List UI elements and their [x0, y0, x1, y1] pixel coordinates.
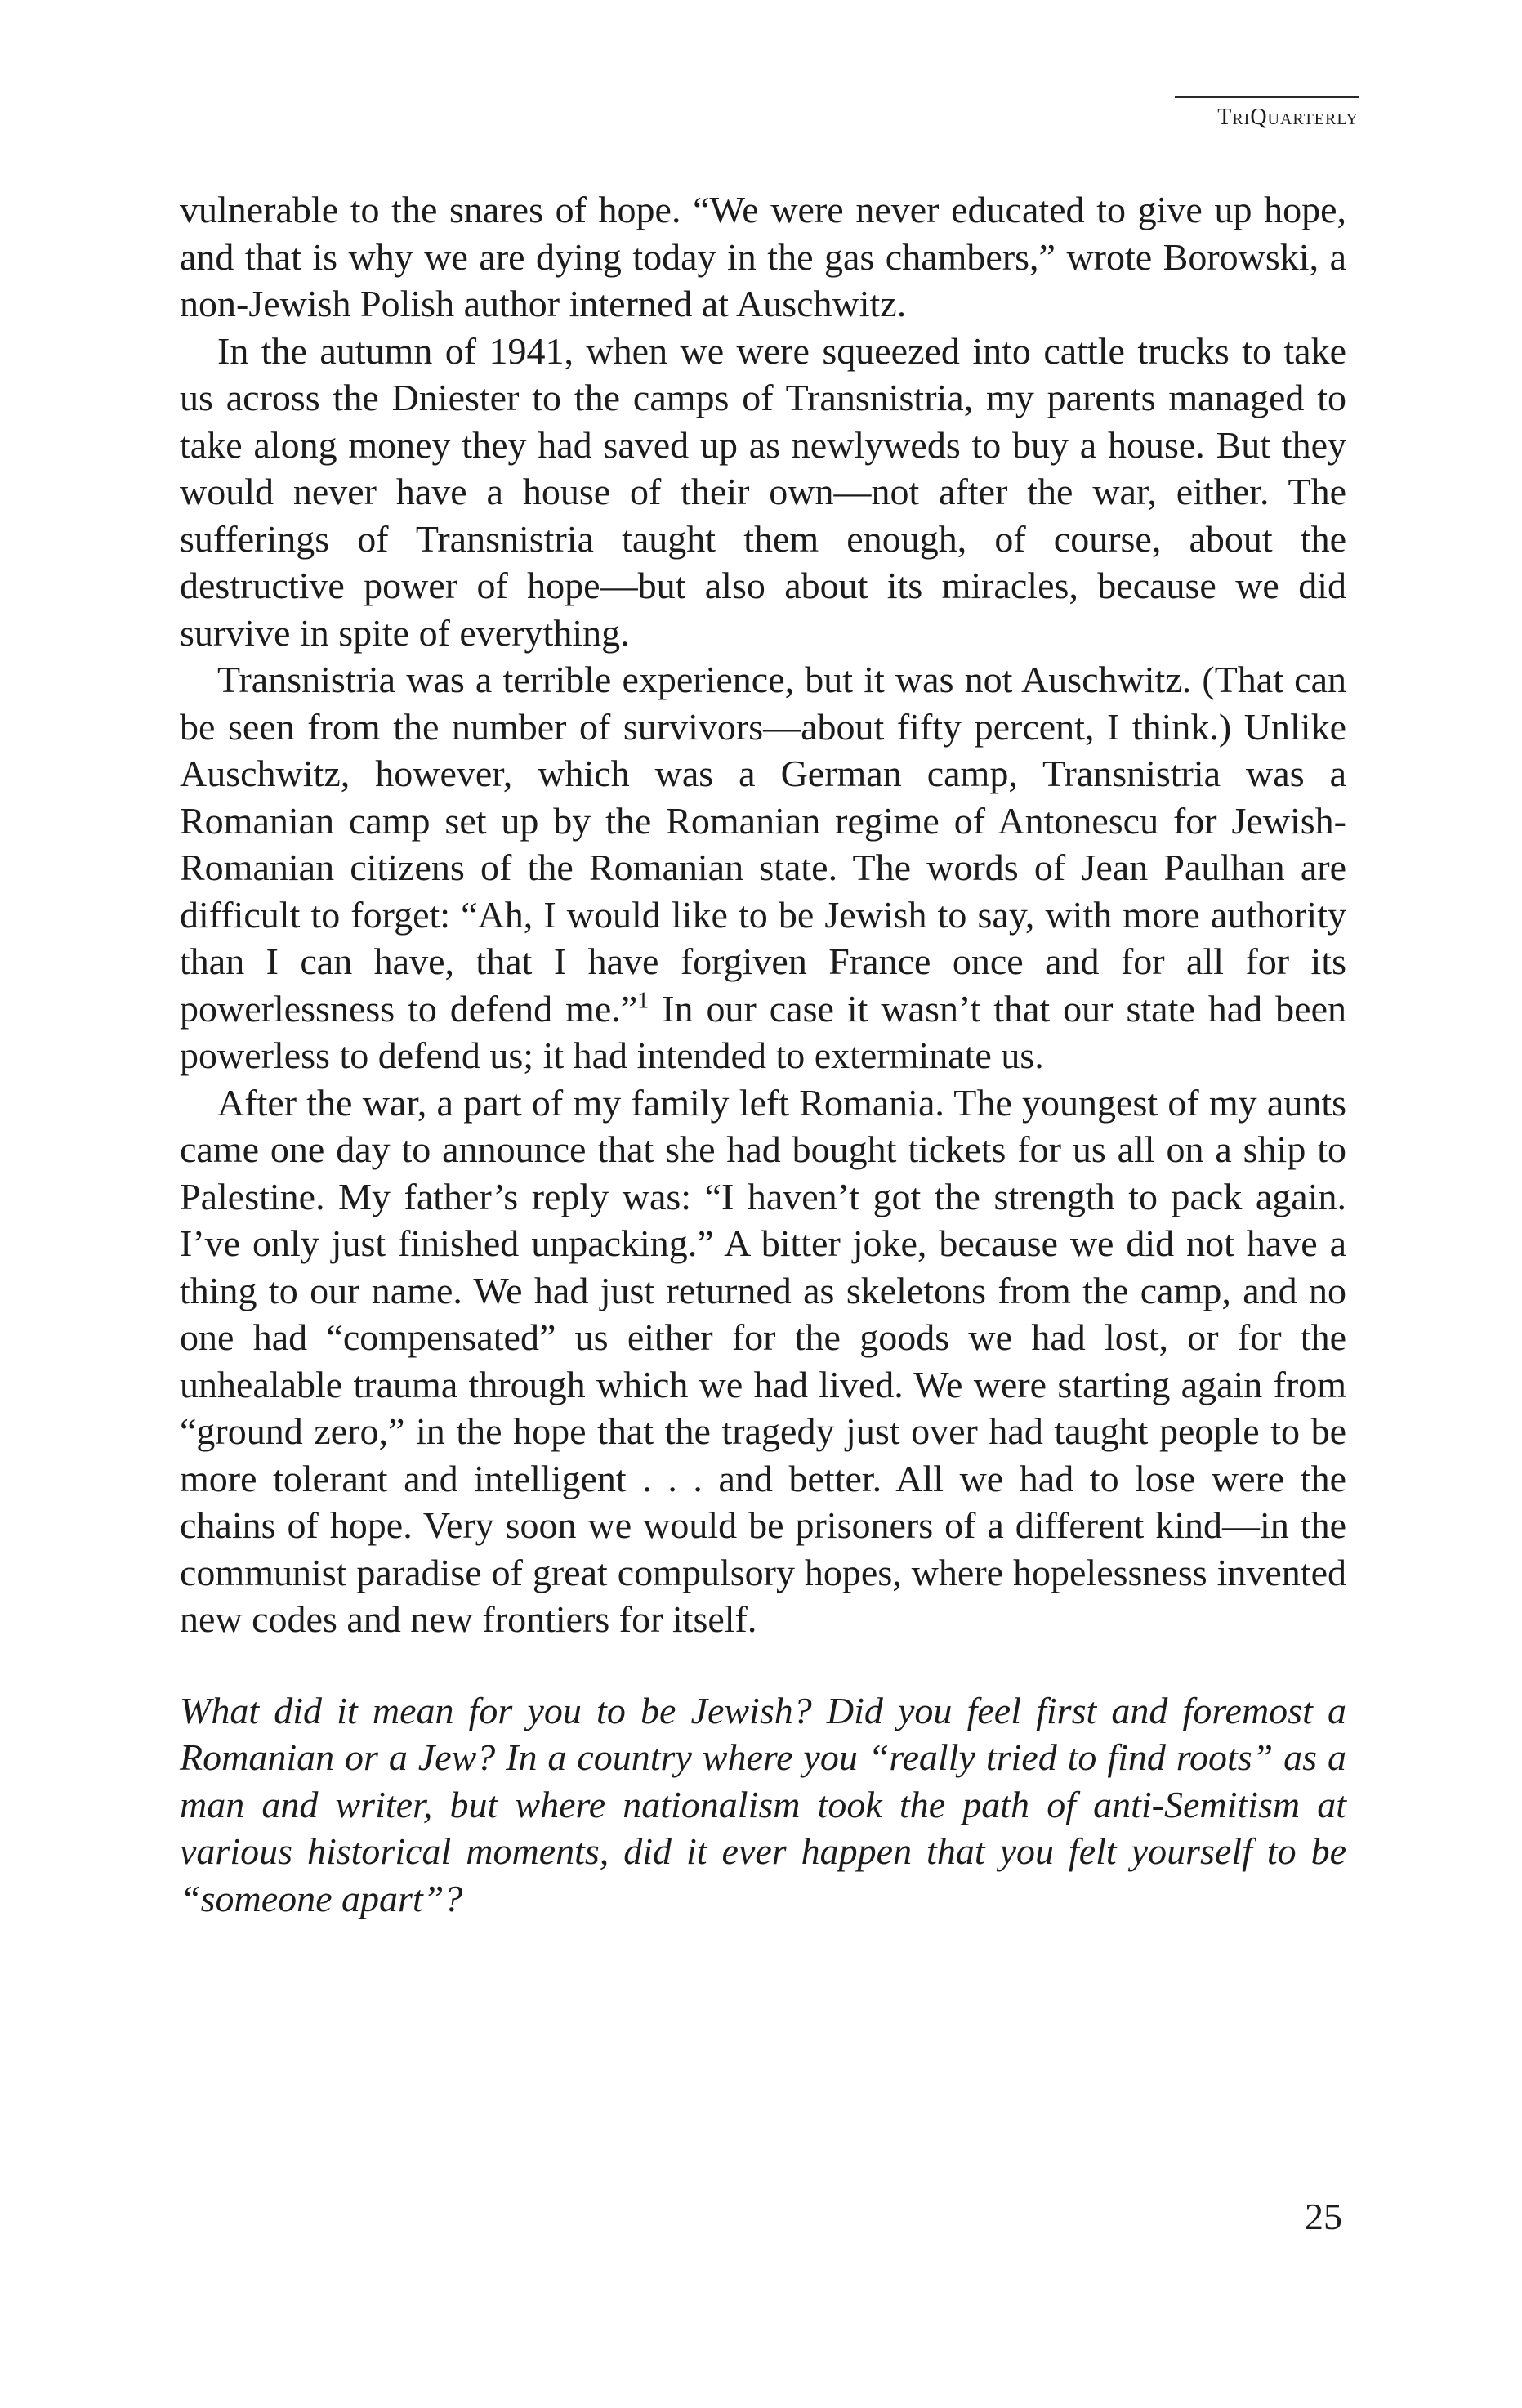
running-header [1175, 96, 1359, 131]
paragraph-transnistria-after-note: In our case it wasn’t that our state had been powerless to defend us; it had intended to exterminate us. [180, 987, 1346, 1076]
paragraph-transnistria-before-note: Transnistria was a terrible experience, but it was not Auschwitz. (That can be seen from the number of survivors—about fifty percent, I think.) Unlike Auschwitz, however, which was a German camp, Transnistria was a Romanian camp set up by the Romanian regime of Antonescu for Jewish-Romanian citizens of the Romanian state. The words of Jean Paulhan are difficult to forget: “Ah, I would like to be Jewish to say, with more authority than I can have, that I have forgiven France once and for all for its powerlessness to defend me.” [180, 659, 1346, 1030]
article-body [180, 186, 1346, 1922]
header-rule [1175, 96, 1359, 98]
journal-title: TriQuarterly [1217, 105, 1359, 130]
page-number: 25 [1305, 2196, 1342, 2237]
interview-question: What did it mean for you to be Jewish? Did you feel first and foremost a Romanian or a Jew? In a country where you “really tried to find roots” as a man and writer, but where nationalism took the path of anti-Semitism at various historical moments, did it ever happen that you felt yourself to be “someone apart”? [180, 1689, 1346, 1919]
footnote-marker: 1 [637, 988, 649, 1014]
paragraph-after-the-war: After the war, a part of my family left Romania. The youngest of my aunts came one day to announce that she had bought tickets for us all on a ship to Palestine. My father’s reply was: “I haven’t got the strength to pack again. I’ve only just finished unpacking.” A bitter joke, because we did not have a thing to our name. We had just returned as skeletons from the camp, and no one had “compensated” us either for the goods we had lost, or for the unhealable trauma through which we had lived. We were starting again from “ground zero,” in the hope that the tragedy just over had taught people to be more tolerant and intelligent . . . and better. All we had to lose were the chains of hope. Very soon we would be prisoners of a different kind—in the communist paradise of great compulsory hopes, where hopelessness invented new codes and new frontiers for itself. [180, 1081, 1346, 1640]
paragraph-borowski: vulnerable to the snares of hope. “We were never educated to give up hope, and that is why we are dying today in the gas chambers,” wrote Borowski, a non-Jewish Polish author interned at Auschwitz. [180, 189, 1346, 324]
paragraph-autumn-1941: In the autumn of 1941, when we were squeezed into cattle trucks to take us across the Dniester to the camps of Transnistria, my parents managed to take along money they had saved up as newlyweds to buy a house. But they would never have a house of their own—not after the war, either. The sufferings of Transnistria taught them enough, of course, about the destructive power of hope—but also about its miracles, because we did survive in spite of everything. [180, 329, 1346, 654]
paragraph-transnistria [180, 656, 1346, 1079]
